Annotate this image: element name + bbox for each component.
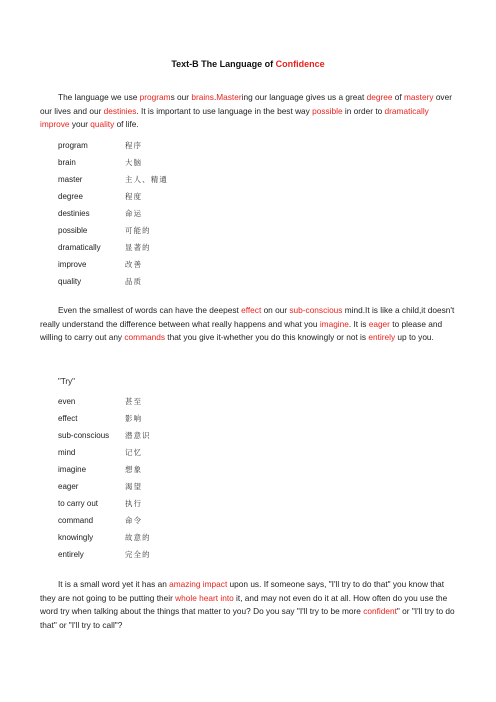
vocab-chinese: 完全的: [125, 550, 151, 559]
vocab-english: program: [58, 141, 88, 150]
vocab-row: [58, 256, 258, 273]
text-run: mind.It is like a child,it doesn't really understand the difference between what really happens and what you: [40, 305, 455, 329]
vocab-english: quality: [58, 277, 82, 286]
title-highlight: Confidence: [275, 59, 325, 69]
vocab-chinese: 执行: [125, 499, 143, 508]
vocab-english: possible: [58, 226, 88, 235]
text-run: s our: [170, 92, 192, 102]
vocab-chinese: 大脑: [125, 158, 143, 167]
highlighted-word: degree: [366, 92, 393, 102]
vocab-chinese: 程度: [125, 192, 143, 201]
vocab-row: [58, 478, 258, 495]
vocab-row: [58, 529, 258, 546]
vocab-chinese: 主人、精通: [125, 175, 168, 184]
vocab-english: degree: [58, 192, 83, 201]
vocab-row: [58, 137, 258, 154]
vocab-english: mind: [58, 448, 76, 457]
vocab-row: [58, 205, 258, 222]
text-run: over our lives and our: [40, 92, 452, 116]
vocab-english: entirely: [58, 550, 84, 559]
vocab-row: [58, 444, 258, 461]
text-run: on our: [261, 305, 290, 315]
text-run: in order to: [342, 105, 385, 116]
vocab-chinese: 命运: [125, 209, 143, 218]
highlighted-word: program: [139, 92, 171, 102]
vocab-row: [58, 461, 258, 478]
paragraph-intro: [40, 91, 458, 132]
highlighted-word: entirely: [368, 332, 396, 343]
highlighted-word: dramatically: [384, 105, 429, 116]
vocab-row: [58, 154, 258, 171]
vocab-english: brain: [58, 158, 76, 167]
highlighted-word: confident: [363, 606, 397, 617]
text-run: . It is important to use language in the best way: [136, 105, 313, 116]
vocab-english: command: [58, 516, 94, 525]
vocab-row: [58, 495, 258, 512]
text-run: up to you.: [395, 332, 434, 343]
highlighted-word: Master: [216, 92, 242, 102]
text-run: your: [69, 119, 91, 130]
vocab-chinese: 可能的: [125, 226, 151, 235]
text-run: .: [213, 92, 217, 102]
text-run: It is a small word yet it has an: [58, 579, 170, 589]
vocab-chinese: 命令: [125, 516, 143, 525]
highlighted-word: possible: [312, 105, 343, 116]
highlighted-word: mastery: [404, 92, 434, 102]
vocab-row: [58, 393, 258, 410]
vocab-chinese: 改善: [125, 260, 143, 269]
text-run: The language we use: [58, 92, 140, 102]
highlighted-word: imagine: [319, 318, 349, 329]
vocab-row: [58, 546, 258, 563]
vocab-row: [58, 273, 258, 290]
text-run: that you give it-whether you do this knowingly or not is: [164, 332, 369, 343]
vocab-row: [58, 171, 258, 188]
highlighted-word: whole heart into: [175, 592, 234, 603]
text-run: Even the smallest of words can have the deepest: [58, 305, 242, 315]
vocab-chinese: 潜意识: [125, 431, 151, 440]
vocab-english: knowingly: [58, 533, 94, 542]
vocab-chinese: 想象: [125, 465, 143, 474]
highlighted-word: improve: [40, 119, 70, 130]
vocab-english: imagine: [58, 465, 87, 474]
text-run: of life.: [114, 119, 139, 130]
highlighted-word: amazing impact: [169, 579, 228, 589]
highlighted-word: sub-conscious: [289, 305, 343, 315]
vocab-chinese: 影响: [125, 414, 143, 423]
vocab-row: [58, 427, 258, 444]
vocab-chinese: 渴望: [125, 482, 143, 491]
highlighted-word: quality: [90, 119, 115, 130]
vocab-english: to carry out: [58, 499, 99, 508]
text-run: upon us. If someone says, "I'll try to do that" you know that they are not going to be putting their: [40, 579, 445, 603]
document-title: [0, 59, 496, 69]
text-run: " or "I'll try to do that" or "I'll try to call"?: [40, 606, 455, 630]
vocab-chinese: 记忆: [125, 448, 143, 457]
text-run: . It is: [348, 318, 369, 329]
vocabulary-list-1: [58, 137, 258, 290]
vocab-english: effect: [58, 414, 78, 423]
paragraph-try-word: [40, 578, 458, 632]
vocab-row: [58, 222, 258, 239]
text-run: it, and may not even do it at all. How often do you use the word try when talking about the things that matter to you? Do you say "I'll try to be more: [40, 592, 448, 617]
vocab-english: improve: [58, 260, 87, 269]
title-text: Text-B The Language of: [171, 59, 276, 69]
vocab-row: [58, 239, 258, 256]
vocab-row: [58, 188, 258, 205]
vocab-chinese: 故意的: [125, 533, 151, 542]
highlighted-word: destinies: [103, 105, 137, 116]
highlighted-word: commands: [124, 332, 165, 343]
vocab-row: [58, 410, 258, 427]
vocab-english: eager: [58, 482, 79, 491]
vocab-english: sub-conscious: [58, 431, 110, 440]
vocab-row: [58, 512, 258, 529]
text-run: to please and willing to carry out any: [40, 318, 443, 343]
vocabulary-list-2: [58, 393, 258, 563]
vocab-english: even: [58, 397, 76, 406]
paragraph-subconscious: [40, 304, 458, 345]
vocab-english: destinies: [58, 209, 90, 218]
highlighted-word: brains: [191, 92, 214, 102]
highlighted-word: effect: [241, 305, 262, 315]
vocab-english: dramatically: [58, 243, 101, 252]
vocab-chinese: 程序: [125, 141, 143, 150]
vocab-chinese: 甚至: [125, 397, 143, 406]
try-heading: "Try": [58, 377, 75, 386]
vocab-chinese: 品质: [125, 277, 143, 286]
vocab-chinese: 显著的: [125, 243, 151, 252]
text-run: of: [392, 92, 404, 102]
text-run: ing our language gives us a great: [241, 92, 367, 102]
highlighted-word: eager: [368, 318, 390, 329]
vocab-english: master: [58, 175, 83, 184]
